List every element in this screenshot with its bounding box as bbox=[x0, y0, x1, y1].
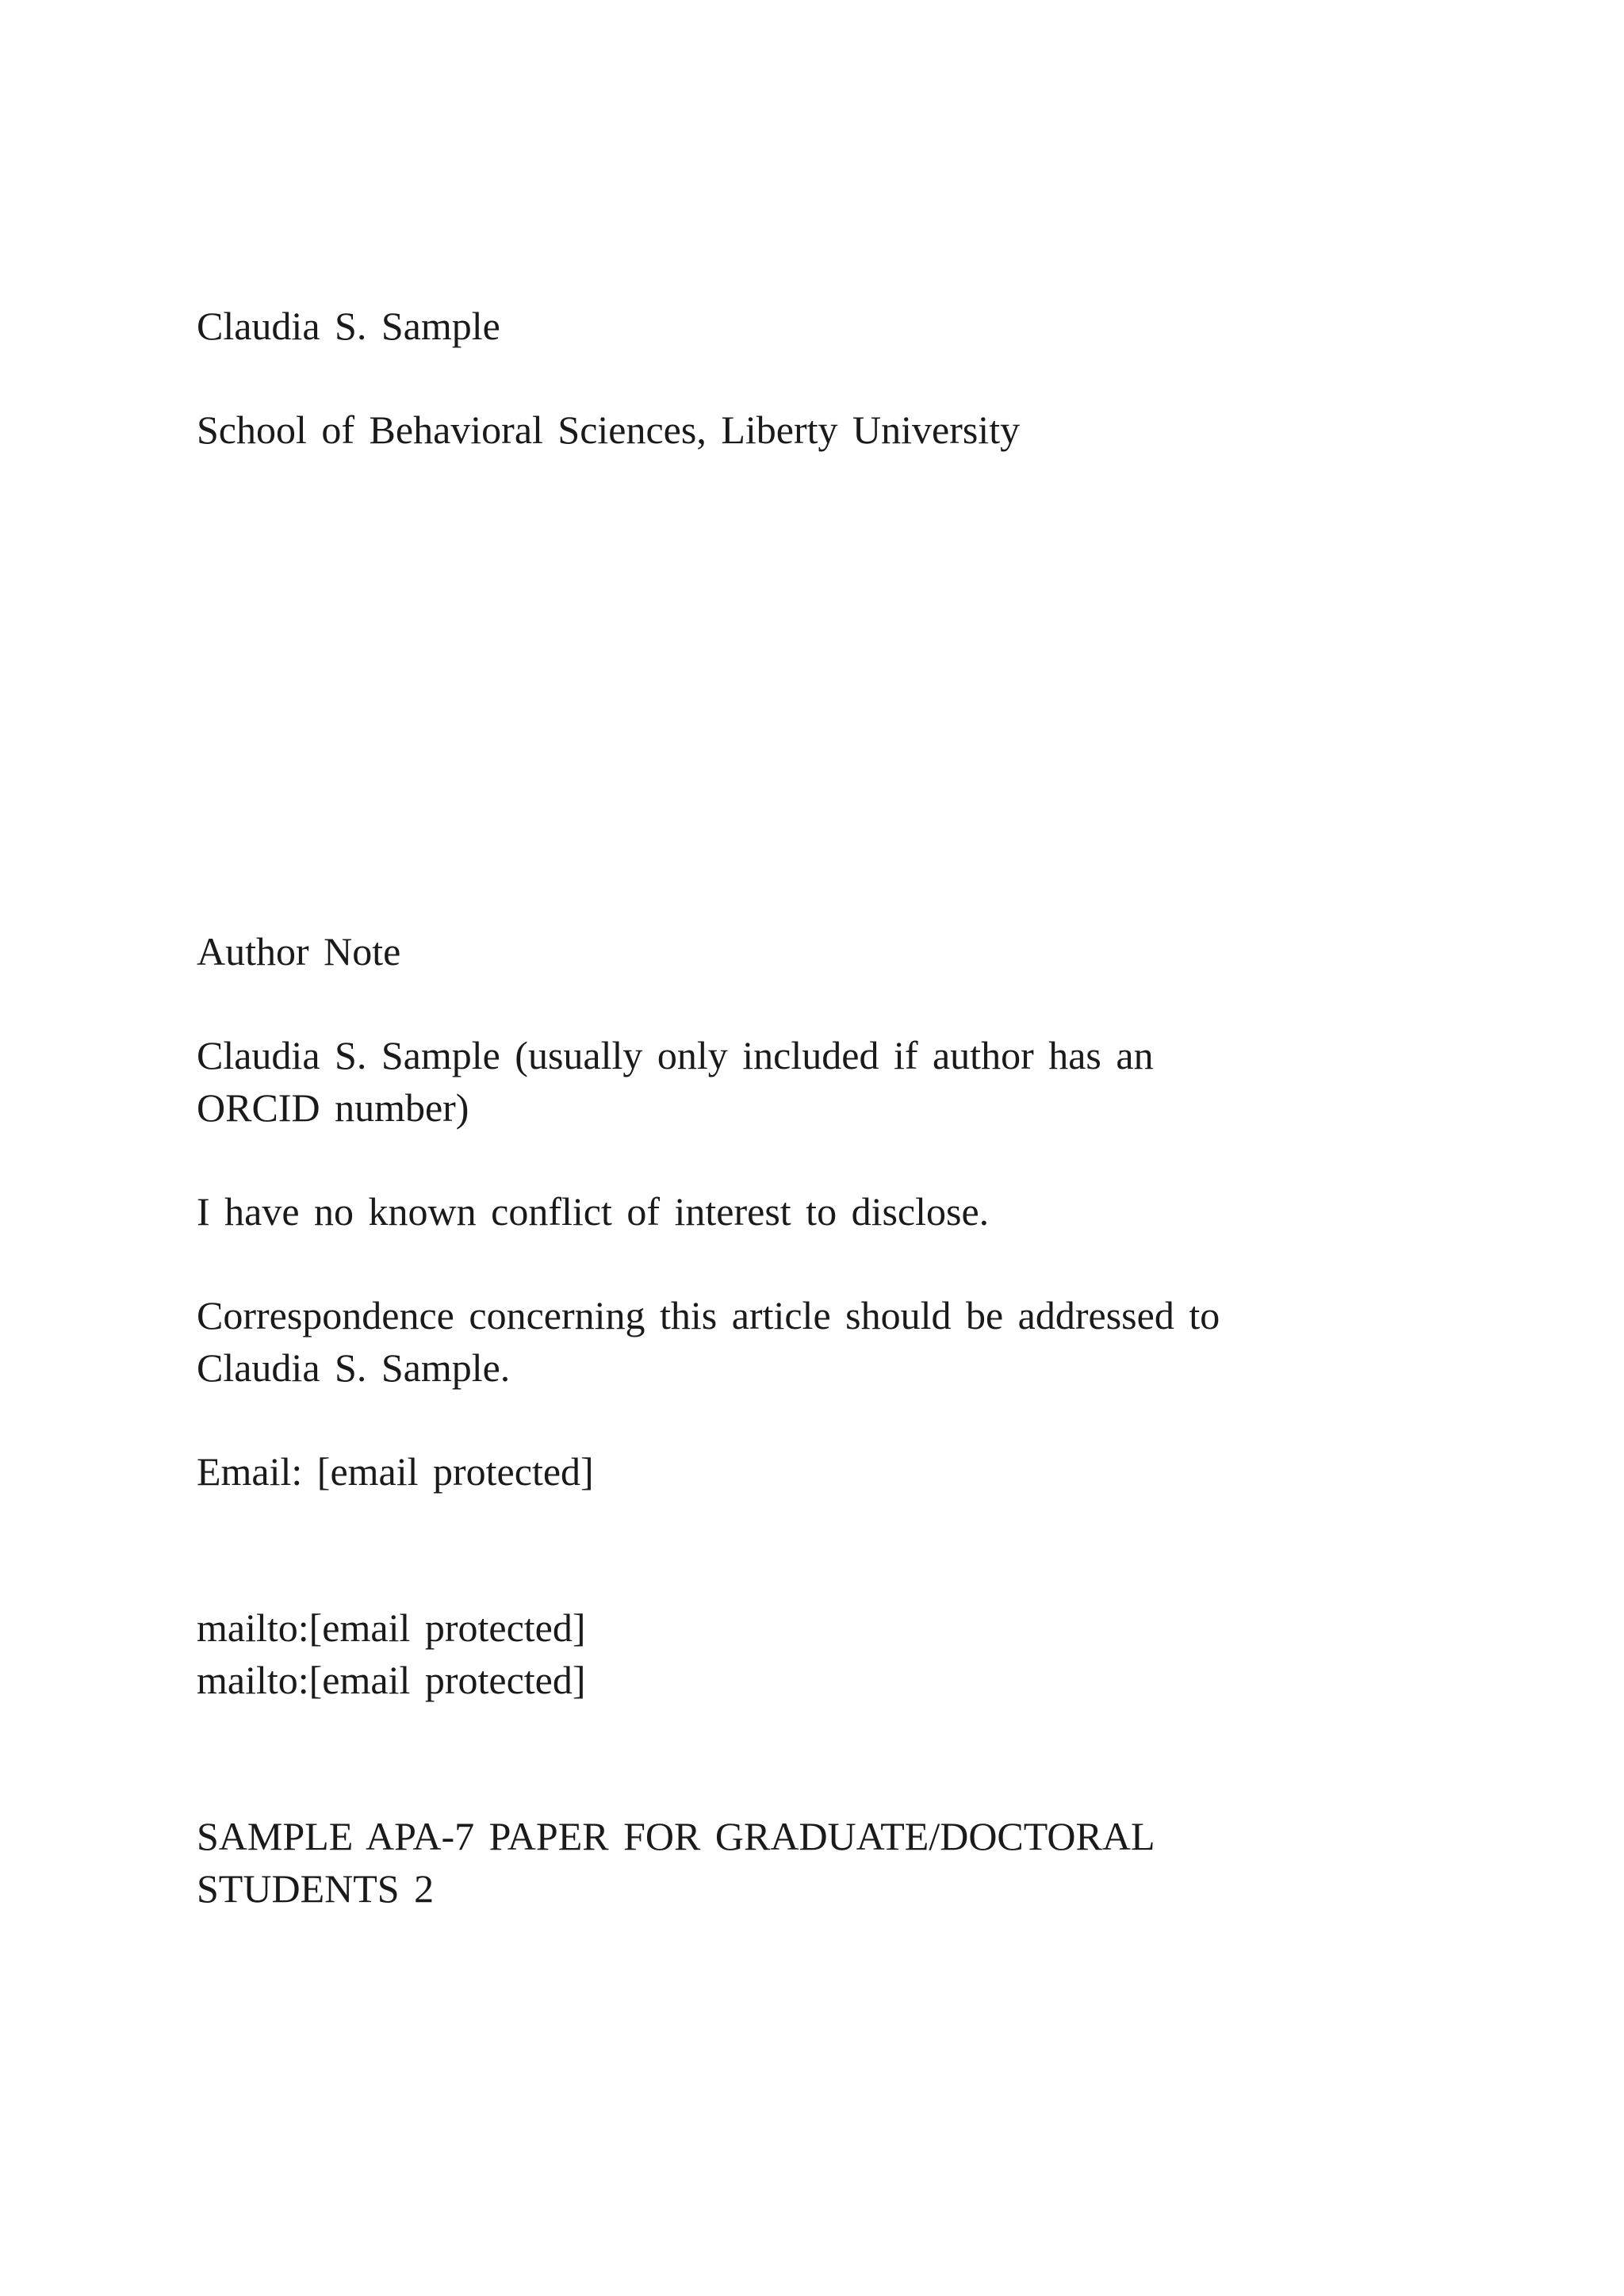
correspondence-line-1: Correspondence concerning this article should be addressed to bbox=[197, 1293, 1220, 1337]
email-line: Email: [email protected] bbox=[197, 1449, 594, 1494]
orcid-line-1: Claudia S. Sample (usually only included if author has an bbox=[197, 1033, 1154, 1077]
running-head-line-1: SAMPLE APA-7 PAPER FOR GRADUATE/DOCTORAL bbox=[197, 1814, 1155, 1858]
conflict-statement: I have no known conflict of interest to disclose. bbox=[197, 1189, 990, 1234]
mailto-link-1[interactable]: mailto:[email protected] bbox=[197, 1605, 586, 1650]
orcid-line-2: ORCID number) bbox=[197, 1085, 469, 1130]
affiliation: School of Behavioral Sciences, Liberty University bbox=[197, 408, 1021, 452]
author-note-heading: Author Note bbox=[197, 929, 401, 974]
running-head-line-2: STUDENTS 2 bbox=[197, 1866, 435, 1911]
correspondence-line-2: Claudia S. Sample. bbox=[197, 1345, 511, 1390]
author-name: Claudia S. Sample bbox=[197, 304, 500, 348]
mailto-link-2[interactable]: mailto:[email protected] bbox=[197, 1658, 586, 1702]
